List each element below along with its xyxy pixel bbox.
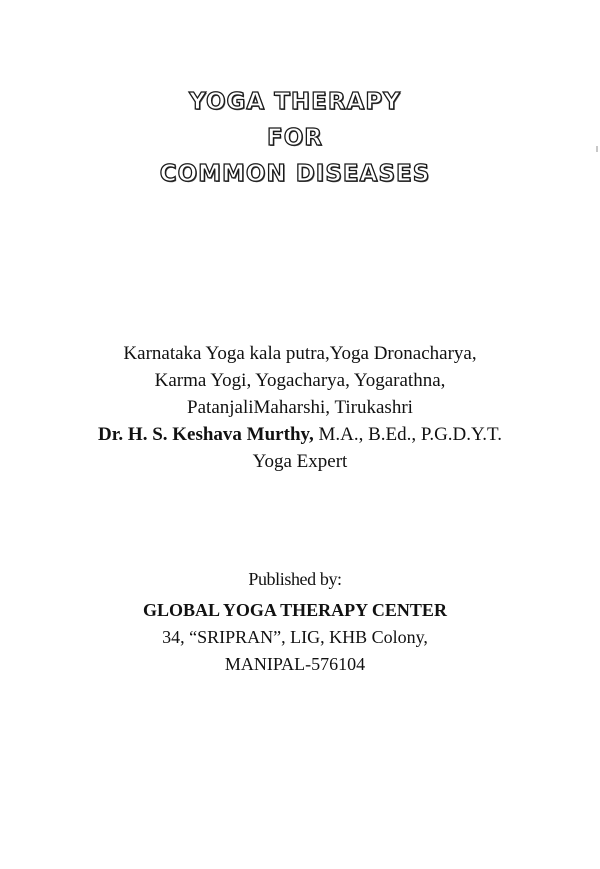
author-role: Yoga Expert (252, 451, 348, 472)
author-degrees: M.A., B.Ed., P.G.D.Y.T. (313, 424, 502, 445)
author-name-line (0, 421, 600, 448)
author-honorifics-1: Karnataka Yoga kala putra,Yoga Dronacharya, (123, 343, 477, 364)
publisher-address-1: 34, “SRIPRAN”, LIG, KHB Colony, (162, 627, 428, 647)
book-title (0, 84, 590, 192)
published-by-label: Published by: (248, 569, 342, 589)
title-line-2: FOR (267, 125, 323, 151)
author-honorifics-3: PatanjaliMaharshi, Tirukashri (187, 397, 413, 418)
author-name: Dr. H. S. Keshava Murthy, (98, 424, 314, 445)
publisher-address-2: MANIPAL-576104 (224, 654, 366, 674)
title-line-3: COMMON DISEASES (159, 161, 431, 187)
page-edge-mark (596, 146, 598, 152)
author-credits (0, 340, 600, 475)
author-honorifics-2: Karma Yogi, Yogacharya, Yogarathna, (154, 370, 446, 391)
publisher-block (0, 566, 590, 678)
publisher-name: GLOBAL YOGA THERAPY CENTER (143, 600, 447, 620)
title-line-1: YOGA THERAPY (189, 89, 401, 115)
